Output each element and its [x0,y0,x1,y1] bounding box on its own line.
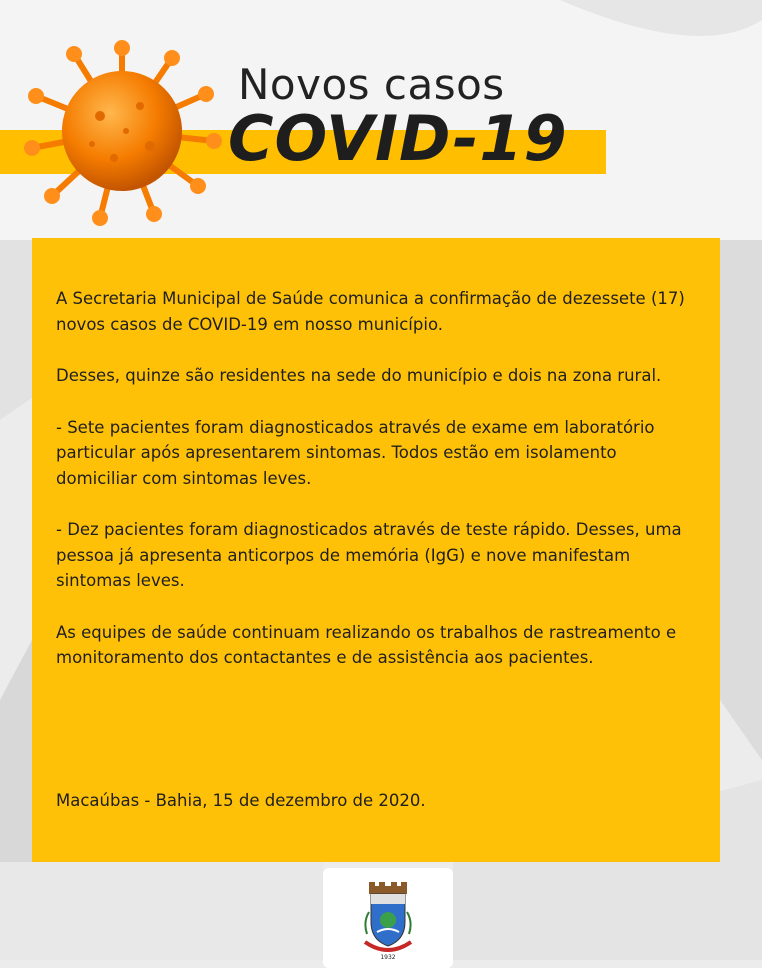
municipal-crest-icon [363,882,413,962]
crest-year: 1932 [380,954,396,961]
notice-signoff: Macaúbas - Bahia, 15 de dezembro de 2020. [56,791,426,810]
logo-card [323,868,453,968]
header-subtitle: Novos casos [238,60,505,109]
header-title: COVID-19 [228,102,568,175]
notice-paragraph: A Secretaria Municipal de Saúde comunica a confirmação de dezessete (17) novos casos de COVID-19 em nosso município. [56,289,685,334]
notice-paragraph: - Dez pacientes foram diagnosticados através de teste rápido. Desses, uma pessoa já apresenta anticorpos de memória (IgG) e nove manifestam sintomas leves. [56,520,682,590]
notice-card [32,238,720,862]
coronavirus-icon [22,36,222,226]
notice-paragraph: - Sete pacientes foram diagnosticados através de exame em laboratório particular após apresentarem sintomas. Todos estão em isolamento domiciliar com sintomas leves. [56,417,655,488]
notice-paragraph: As equipes de saúde continuam realizando os trabalhos de rastreamento e monitoramento dos contactantes e de assistência aos pacientes. [56,622,677,667]
notice-paragraph: Desses, quinze são residentes na sede do município e dois na zona rural. [56,366,662,385]
